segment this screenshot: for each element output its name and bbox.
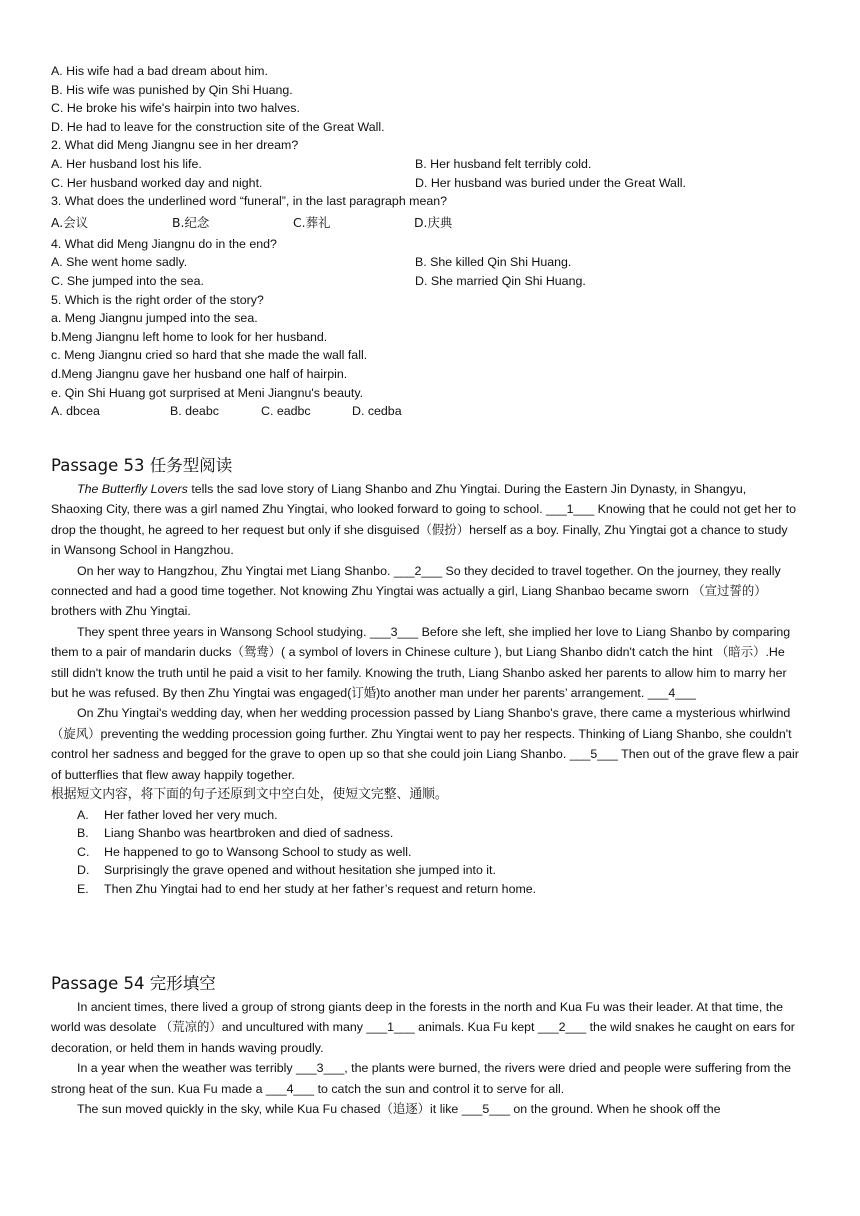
p53-option-d [51,861,799,880]
q2-option-a: A. Her husband lost his life. [51,156,202,171]
question-3: 3. What does the underlined word “funeral”, in the last paragraph mean? [51,194,448,209]
passage-53-paragraph-1 [51,479,799,561]
q5-option-d: D. cedba [352,404,402,419]
q5-item-e: e. Qin Shi Huang got surprised at Meni Jiangnu's beauty. [51,385,364,400]
option-letter: E. [77,881,89,896]
q2-option-d: D. Her husband was buried under the Great Wall. [415,175,686,190]
q5-item-d: d.Meng Jiangnu gave her husband one half of hairpin. [51,366,348,381]
p53-option-b [51,824,799,843]
passage-54-paragraph-2: In a year when the weather was terribly ___3___, the plants were burned, the rivers were dried and people were suffering from the strong heat of the sun. Kua Fu made a ___4___ to catch the sun and control it to serve for all. [51,1061,792,1096]
option-letter: C. [77,844,90,859]
q5-item-c: c. Meng Jiangnu cried so hard that she made the wall fall. [51,348,368,363]
option-letter: A. [77,807,89,822]
q4-option-b: B. She killed Qin Shi Huang. [415,255,572,270]
passage-54-heading: Passage 54 完形填空 [51,974,216,993]
passage-53-instruction: 根据短文内容，将下面的句子还原到文中空白处，使短文完整、通顺。 [51,787,448,803]
q1-option-a: A. His wife had a bad dream about him. [51,64,268,78]
passage-53-paragraph-3: They spent three years in Wansong School studying. ___3___ Before she left, she implied her love to Liang Shanbo by comparing them to a pair of mandarin ducks（鸳鸯）( a symbol of lovers in Chinese culture ), but Liang Shanbo didn't catch the hint （暗示）.He still didn't know the truth until he paid a visit to her family. Knowing the truth, Liang Shanbo asked her parents to allow him to marry her but he was refused. By then Zhu Yingtai was engaged(订婚)to another man under her parents’ arrangement. ___4___ [51,624,791,701]
q3-option-c: C.葬礼 [293,214,331,230]
q2-options-row-1 [51,155,811,174]
option-text: Then Zhu Yingtai had to end her study at her father’s request and return home. [104,881,537,896]
q2-option-c: C. Her husband worked day and night. [51,175,263,190]
passage-53-heading: Passage 53 任务型阅读 [51,456,233,475]
q2-options-row-2 [51,174,811,193]
p53-option-a [51,806,799,825]
q3-option-a: A.会议 [51,214,88,230]
passage-53-paragraph-2: On her way to Hangzhou, Zhu Yingtai met Liang Shanbo. ___2___ So they decided to travel together. On the journey, they really connected and had a good time together. Not knowing Zhu Yingtai was actually a girl, Liang Shanbao became sworn （宣过誓的）brothers with Zhu Yingtai. [51,563,781,619]
passage-53-paragraph-4: On Zhu Yingtai's wedding day, when her wedding procession passed by Liang Shanbo's grave, there came a mysterious whirlwind （旋风）preventing the wedding procession going further. Zhu Yingtai went to pay her respects. Thinking of Liang Shanbo, she couldn't control her sadness and begged for the grave to open up so that she could join Liang Shanbo. ___5___ Then out of the grave flew a pair of butterflies that flew away happily together. [51,706,799,782]
question-5: 5. Which is the right order of the story? [51,292,264,307]
book-title: The Butterfly Lovers [77,482,188,496]
question-2: 2. What did Meng Jiangnu see in her dream? [51,138,299,153]
option-letter: D. [77,863,90,878]
passage-53 [51,455,799,898]
q1-option-c: C. He broke his wife's hairpin into two halves. [51,101,300,116]
q5-item-b: b.Meng Jiangnu left home to look for her husband. [51,329,328,344]
passage-53-options [51,806,799,899]
option-text: Surprisingly the grave opened and without hesitation she jumped into it. [104,863,496,878]
q2-option-b: B. Her husband felt terribly cold. [415,156,592,171]
q3-option-d: D.庆典 [414,214,453,230]
q4-option-c: C. She jumped into the sea. [51,273,204,288]
q4-options-row-2 [51,272,811,291]
q1-option-b: B. His wife was punished by Qin Shi Huang. [51,82,293,97]
q3-option-b: B.纪念 [172,214,210,230]
p53-option-e [51,880,799,899]
passage-54-paragraph-1: In ancient times, there lived a group of strong giants deep in the forests in the north and Kua Fu was their leader. At that time, the world was desolate （荒凉的）and uncultured with many ___1___ animals. Kua Fu kept ___2___ the wild snakes he caught on ears for decoration, or held them in hands waving proudly. [51,1000,795,1055]
option-text: Liang Shanbo was heartbroken and died of sadness. [104,826,394,841]
q5-option-b: B. deabc [170,404,219,419]
q4-option-a: A. She went home sadly. [51,255,188,270]
q4-option-d: D. She married Qin Shi Huang. [415,273,586,288]
q5-option-c: C. eadbc [261,404,311,419]
q4-options-row-1 [51,253,811,272]
option-letter: B. [77,826,89,841]
passage-54 [51,973,799,1119]
option-text: He happened to go to Wansong School to study as well. [104,844,412,859]
question-4: 4. What did Meng Jiangnu do in the end? [51,236,277,251]
q1-option-d: D. He had to leave for the construction site of the Great Wall. [51,119,385,134]
q3-options [51,211,811,235]
p53-option-c [51,843,799,862]
question-section [51,62,811,421]
passage-53-paragraph-1-text: tells the sad love story of Liang Shanbo and Zhu Yingtai. During the Eastern Jin Dynasty, in Shangyu, Shaoxing City, there was a girl named Zhu Yingtai, who looked forward to going to school. ___1___ Knowing that he could not get her to drop the thought, he agreed to her request but only if she disguised（假扮）herself as a boy. Finally, Zhu Yingtai got a chance to study in Wansong School in Hangzhou. [51,482,797,558]
option-text: Her father loved her very much. [104,807,278,822]
q5-item-a: a. Meng Jiangnu jumped into the sea. [51,311,258,326]
passage-54-paragraph-3: The sun moved quickly in the sky, while Kua Fu chased（追逐）it like ___5___ on the ground. When he shook off the [77,1102,721,1117]
q5-options [51,402,811,421]
q5-option-a: A. dbcea [51,404,100,419]
